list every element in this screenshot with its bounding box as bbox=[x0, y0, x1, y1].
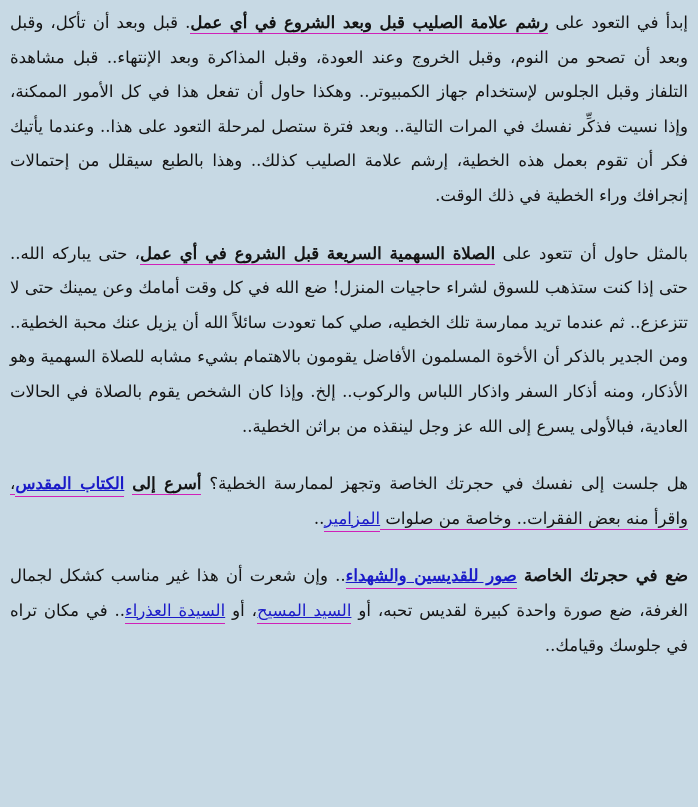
highlighted-phrase: أسرع إلى bbox=[132, 474, 202, 494]
underlined-text: ، واقرأ منه بعض الفقرات.. وخاصة من صلوات bbox=[10, 474, 688, 528]
paragraph-text bbox=[517, 566, 524, 585]
link-holy-bible[interactable]: الكتاب المقدس bbox=[15, 474, 124, 497]
link-saints-martyrs-pictures[interactable]: صور للقديسين والشهداء bbox=[346, 566, 517, 589]
paragraph-text: .. bbox=[313, 508, 325, 528]
link-lord-christ[interactable]: السيد المسيح bbox=[257, 601, 351, 624]
paragraph-text: ، أو bbox=[225, 600, 257, 620]
paragraph-gap bbox=[10, 444, 688, 467]
paragraph-gap bbox=[10, 536, 688, 559]
link-virgin-mary[interactable]: السيدة العذراء bbox=[125, 601, 225, 624]
paragraph-sign-of-cross bbox=[10, 0, 688, 214]
paragraph-text: .. في مكان تراه في جلوسك وقيامك.. bbox=[10, 600, 688, 655]
paragraph-text: ، حتى يباركه الله.. حتى إذا كنت ستذهب للسوق لشراء حاجيات المنزل! ضع الله في كل وقت أمامك وعن يمينك حتى لا تتزعزع.. ثم عندما تريد ممارسة تلك الخطيه، صلي كما تعودت سائلاً الله أن يزيل عنك محبة الخطية.. ومن الجدير بالذكر أن الأخوة المسلمون الأفاضل يقومون بالاهتمام بشيء مشابه للصلاة السهمية وهو الأذكار، ومنه أذكار السفر واذكار اللباس والركوب.. إلخ. وإذا كان الشخص يقوم بالصلاة في الحالات العادية، فبالأولى يسرع إلى الله عز وجل لينقذه من براثن الخطية.. bbox=[10, 243, 688, 436]
paragraph-bible bbox=[10, 467, 688, 536]
bold-phrase: ضع في حجرتك الخاصة bbox=[523, 566, 689, 586]
paragraph-text: بالمثل حاول أن تتعود على bbox=[495, 243, 689, 263]
paragraph-text: . قبل وبعد أن تأكل، وقبل وبعد أن تصحو من النوم، وقبل الخروج وعند العودة، وقبل المذاكرة وبعد الإنتهاء.. قبل مشاهدة التلفاز وقبل الجلوس لإستخدام جهاز الكمبيوتر.. وهكذا حاول أن تفعل هذا في كل الأمور الممكنة، وإذا نسيت فذكِّر نفسك في المرات التالية.. وبعد فترة ستصل لمرحلة التعود على هذا.. وعندما يأتيك فكر أن تقوم بعمل هذه الخطية، إرشم علامة الصليب كذلك.. وهذا بالطبع سيقلل من إحتمالات إنجرافك وراء الخطية في ذلك الوقت. bbox=[10, 13, 688, 205]
paragraph-icons bbox=[10, 559, 688, 663]
paragraph-text: .. وإن شعرت أن هذا غير مناسب كشكل لجمال الغرفة، ضع صورة واحدة كبيرة لقديس تحبه، أو bbox=[10, 566, 689, 620]
paragraph-arrow-prayer bbox=[10, 237, 688, 445]
highlighted-phrase: رشم علامة الصليب قبل وبعد الشروع في أي عمل bbox=[190, 13, 549, 32]
paragraph-text: إبدأ في التعود على bbox=[548, 13, 688, 32]
highlighted-phrase: الصلاة السهمية السريعة قبل الشروع في أي عمل bbox=[140, 243, 496, 263]
paragraph-gap bbox=[10, 214, 688, 237]
paragraph-text: هل جلست إلى نفسك في حجرتك الخاصة وتجهز لممارسة الخطية؟ bbox=[201, 474, 688, 494]
link-psalms[interactable]: المزامير bbox=[324, 509, 380, 532]
